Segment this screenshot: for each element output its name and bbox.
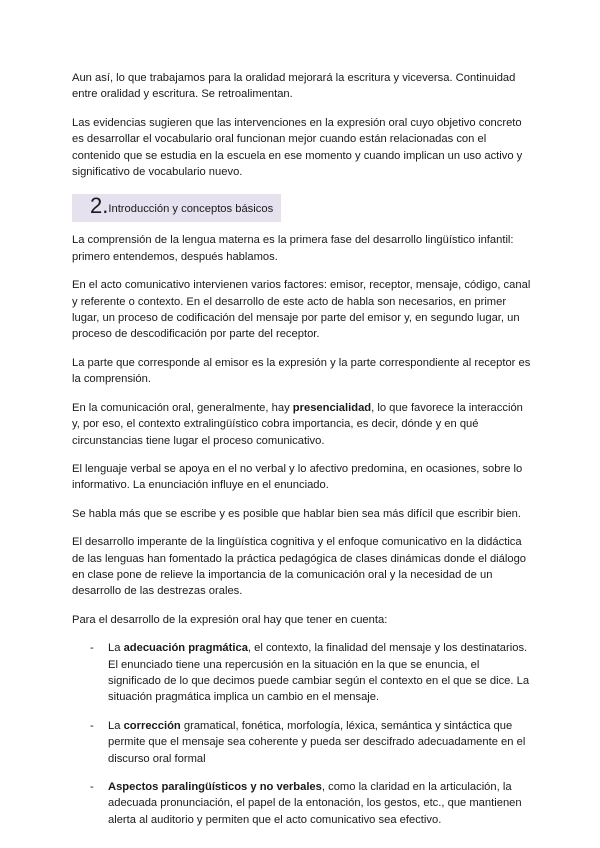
paragraph-comprehension: La comprensión de la lengua materna es la primera fase del desarrollo lingüístico infantil: primero entendemos, después hablamos.	[72, 234, 514, 263]
paragraph-communicative-act: En el acto comunicativo intervienen varios factores: emisor, receptor, mensaje, código, canal y referente o contexto. En el desarrollo de este acto de habla son necesarios, en primer lugar, un proceso de codificación del mensaje por parte del emisor y, en segundo lugar, un proceso de descodificación por parte del receptor.	[72, 279, 531, 341]
paragraph-speaking-writing: Se habla más que se escribe y es posible que hablar bien sea más difícil que escribir bien.	[72, 507, 521, 520]
paragraph-presentiality-start: En la comunicación oral, generalmente, hay	[72, 401, 293, 414]
paragraph-presentiality	[72, 400, 532, 449]
list-item	[72, 779, 532, 828]
list-item-rest: , como la claridad en la articulación, la adecuada pronunciación, el papel de la entonación, los gestos, etc., que mantienen alerta al auditorio y permiten que el acto comunicativo sea efectivo.	[108, 781, 522, 826]
list-dash: -	[90, 719, 94, 732]
term-aspectos-paralinguisticos: Aspectos paralingüísticos y no verbales	[108, 781, 322, 793]
paragraph-continuity: Aun así, lo que trabajamos para la oralidad mejorará la escritura y viceversa. Continuidad entre oralidad y escritura. Se retroalimentan.	[72, 72, 516, 101]
considerations-list	[72, 640, 532, 828]
list-item-start: La	[108, 642, 124, 655]
list-item-start: La	[108, 719, 124, 732]
document-body	[72, 70, 532, 840]
paragraph-cognitive-linguistics: El desarrollo imperante de la lingüística cognitiva y el enfoque comunicativo en la didáctica de las lenguas han fomentado la práctica pedagógica de clases dinámicas donde el diálogo en clase pone de relieve la importancia de la comunicación oral y la necesidad de un desarrollo de las destrezas orales.	[72, 536, 527, 598]
paragraph-expression-comprehension: La parte que corresponde al emisor es la expresión y la parte correspondiente al receptor es la comprensión.	[72, 356, 531, 386]
paragraph-list-intro: Para el desarrollo de la expresión oral hay que tener en cuenta:	[72, 613, 388, 626]
section-heading	[72, 194, 281, 222]
term-correccion: corrección	[123, 719, 181, 732]
paragraph-presentiality-end: , lo que favorece la interacción y, por eso, el contexto extralingüístico cobra importancia, es decir, dónde y en qué circunstancias tiene lugar el proceso comunicativo.	[72, 401, 523, 447]
term-adecuacion-pragmatica: adecuación pragmática	[123, 642, 248, 655]
list-item-rest: gramatical, fonética, morfología, léxica, semántica y sintáctica que permite que el mensaje sea coherente y pueda ser descifrado adecuadamente en el discurso oral formal	[108, 719, 526, 765]
list-item-rest: , el contexto, la finalidad del mensaje y los destinatarios. El enunciado tiene una repercusión en la situación en la que se enuncia, el significado de lo que decimos puede cambiar según el contexto en el que se dice. La situación pragmática implica un cambio en el mensaje.	[108, 642, 530, 704]
list-item	[72, 718, 532, 767]
list-dash: -	[90, 642, 94, 655]
section-title: Introducción y conceptos básicos	[108, 203, 274, 216]
paragraph-vocabulary-evidence: Las evidencias sugieren que las intervenciones en la expresión oral cuyo objetivo concreto es desarrollar el vocabulario oral funcionan mejor cuando están relacionadas con el contenido que se estudia en la escuela en ese momento y cuando implican un uso activo y significativo de vocabulario nuevo.	[72, 116, 523, 179]
list-dash: -	[90, 781, 94, 793]
paragraph-verbal-language: El lenguaje verbal se apoya en el no verbal y lo afectivo predomina, en ocasiones, sobre lo informativo. La enunciación influye en el enunciado.	[72, 462, 523, 492]
section-number: 2.	[90, 193, 109, 219]
list-item	[72, 640, 532, 706]
term-presencialidad: presencialidad	[292, 401, 372, 414]
